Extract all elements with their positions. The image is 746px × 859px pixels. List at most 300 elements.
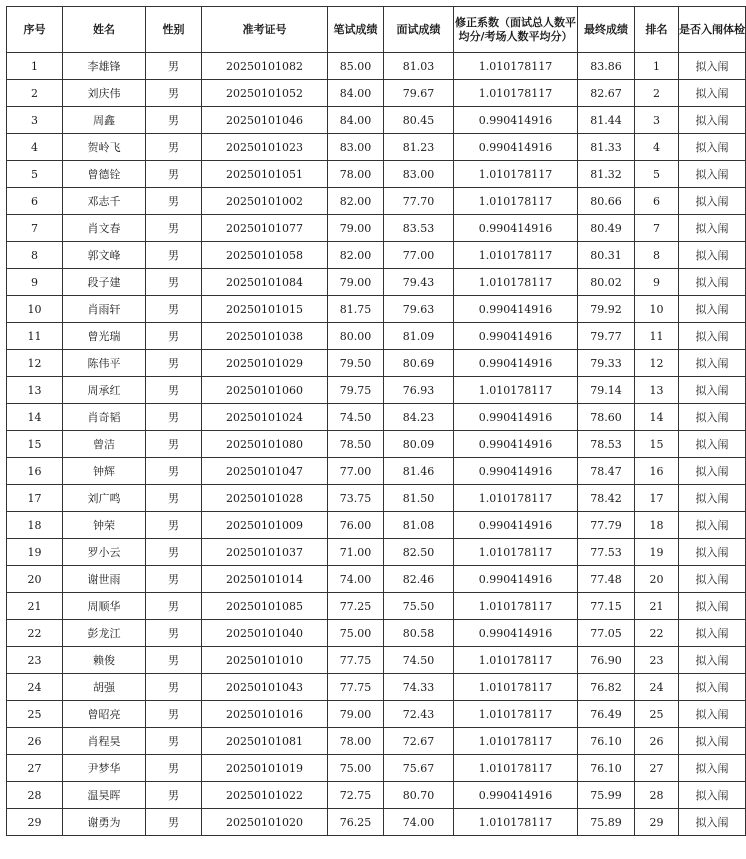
cell-written-score: 77.75 (328, 647, 384, 674)
cell-name: 邓志千 (63, 188, 146, 215)
cell-correction-factor: 1.010178117 (454, 593, 578, 620)
cell-rank: 22 (635, 620, 679, 647)
cell-written-score: 79.00 (328, 269, 384, 296)
col-header-interview-score: 面试成绩 (384, 7, 454, 53)
table-row (7, 728, 746, 755)
cell-final-score: 76.82 (578, 674, 635, 701)
cell-exam-id: 20250101080 (202, 431, 328, 458)
cell-final-score: 79.92 (578, 296, 635, 323)
cell-index: 29 (7, 809, 63, 836)
cell-correction-factor: 1.010178117 (454, 161, 578, 188)
cell-rank: 14 (635, 404, 679, 431)
cell-index: 27 (7, 755, 63, 782)
col-header-correction-factor: 修正系数（面试总人数平均分/考场人数平均分） (454, 7, 578, 53)
cell-rank: 18 (635, 512, 679, 539)
cell-written-score: 84.00 (328, 107, 384, 134)
cell-final-score: 78.53 (578, 431, 635, 458)
cell-final-score: 77.53 (578, 539, 635, 566)
cell-gender: 男 (146, 350, 202, 377)
cell-exam-id: 20250101002 (202, 188, 328, 215)
cell-written-score: 75.00 (328, 755, 384, 782)
cell-name: 肖文春 (63, 215, 146, 242)
cell-rank: 12 (635, 350, 679, 377)
cell-correction-factor: 0.990414916 (454, 566, 578, 593)
cell-written-score: 78.00 (328, 161, 384, 188)
cell-gender: 男 (146, 674, 202, 701)
cell-written-score: 74.50 (328, 404, 384, 431)
cell-exam-id: 20250101051 (202, 161, 328, 188)
cell-checkup-status: 拟入闱 (679, 674, 746, 701)
cell-rank: 11 (635, 323, 679, 350)
cell-index: 1 (7, 53, 63, 80)
cell-index: 13 (7, 377, 63, 404)
cell-correction-factor: 1.010178117 (454, 647, 578, 674)
cell-rank: 26 (635, 728, 679, 755)
cell-written-score: 75.00 (328, 620, 384, 647)
cell-gender: 男 (146, 728, 202, 755)
cell-checkup-status: 拟入闱 (679, 53, 746, 80)
col-header-exam-id: 准考证号 (202, 7, 328, 53)
cell-final-score: 79.77 (578, 323, 635, 350)
cell-rank: 13 (635, 377, 679, 404)
cell-interview-score: 81.50 (384, 485, 454, 512)
cell-exam-id: 20250101037 (202, 539, 328, 566)
cell-checkup-status: 拟入闱 (679, 134, 746, 161)
cell-rank: 27 (635, 755, 679, 782)
table-row (7, 701, 746, 728)
cell-final-score: 82.67 (578, 80, 635, 107)
table-row (7, 458, 746, 485)
cell-gender: 男 (146, 701, 202, 728)
cell-index: 18 (7, 512, 63, 539)
cell-written-score: 77.25 (328, 593, 384, 620)
table-row (7, 107, 746, 134)
cell-exam-id: 20250101040 (202, 620, 328, 647)
cell-gender: 男 (146, 620, 202, 647)
cell-gender: 男 (146, 755, 202, 782)
cell-index: 8 (7, 242, 63, 269)
cell-checkup-status: 拟入闱 (679, 593, 746, 620)
cell-interview-score: 74.50 (384, 647, 454, 674)
cell-checkup-status: 拟入闱 (679, 323, 746, 350)
cell-interview-score: 81.46 (384, 458, 454, 485)
cell-gender: 男 (146, 647, 202, 674)
cell-rank: 25 (635, 701, 679, 728)
cell-final-score: 77.05 (578, 620, 635, 647)
cell-name: 胡强 (63, 674, 146, 701)
cell-name: 郭文峰 (63, 242, 146, 269)
cell-name: 曾洁 (63, 431, 146, 458)
cell-checkup-status: 拟入闱 (679, 458, 746, 485)
cell-exam-id: 20250101020 (202, 809, 328, 836)
cell-written-score: 76.00 (328, 512, 384, 539)
results-sheet (6, 6, 746, 836)
cell-interview-score: 81.03 (384, 53, 454, 80)
cell-interview-score: 83.53 (384, 215, 454, 242)
table-row (7, 566, 746, 593)
cell-exam-id: 20250101060 (202, 377, 328, 404)
cell-gender: 男 (146, 485, 202, 512)
cell-interview-score: 75.67 (384, 755, 454, 782)
cell-name: 谢世雨 (63, 566, 146, 593)
cell-exam-id: 20250101028 (202, 485, 328, 512)
cell-exam-id: 20250101016 (202, 701, 328, 728)
cell-exam-id: 20250101022 (202, 782, 328, 809)
cell-correction-factor: 0.990414916 (454, 620, 578, 647)
cell-correction-factor: 1.010178117 (454, 809, 578, 836)
cell-written-score: 77.00 (328, 458, 384, 485)
cell-rank: 17 (635, 485, 679, 512)
cell-gender: 男 (146, 215, 202, 242)
cell-name: 肖奇韬 (63, 404, 146, 431)
cell-name: 赖俊 (63, 647, 146, 674)
cell-name: 曾昭亮 (63, 701, 146, 728)
cell-rank: 15 (635, 431, 679, 458)
cell-rank: 23 (635, 647, 679, 674)
cell-interview-score: 80.58 (384, 620, 454, 647)
cell-written-score: 71.00 (328, 539, 384, 566)
table-row (7, 674, 746, 701)
cell-rank: 8 (635, 242, 679, 269)
cell-written-score: 78.50 (328, 431, 384, 458)
cell-correction-factor: 0.990414916 (454, 431, 578, 458)
cell-final-score: 80.49 (578, 215, 635, 242)
table-row (7, 539, 746, 566)
cell-written-score: 81.75 (328, 296, 384, 323)
cell-written-score: 79.00 (328, 701, 384, 728)
cell-interview-score: 79.43 (384, 269, 454, 296)
cell-correction-factor: 0.990414916 (454, 107, 578, 134)
cell-correction-factor: 1.010178117 (454, 539, 578, 566)
table-row (7, 755, 746, 782)
cell-index: 17 (7, 485, 63, 512)
cell-written-score: 82.00 (328, 188, 384, 215)
cell-checkup-status: 拟入闱 (679, 620, 746, 647)
table-row (7, 512, 746, 539)
cell-checkup-status: 拟入闱 (679, 485, 746, 512)
cell-name: 钟荣 (63, 512, 146, 539)
cell-interview-score: 81.23 (384, 134, 454, 161)
cell-exam-id: 20250101010 (202, 647, 328, 674)
cell-rank: 10 (635, 296, 679, 323)
cell-gender: 男 (146, 134, 202, 161)
cell-index: 3 (7, 107, 63, 134)
cell-index: 4 (7, 134, 63, 161)
cell-correction-factor: 0.990414916 (454, 323, 578, 350)
cell-rank: 1 (635, 53, 679, 80)
table-row (7, 809, 746, 836)
cell-final-score: 80.31 (578, 242, 635, 269)
cell-final-score: 77.79 (578, 512, 635, 539)
cell-rank: 20 (635, 566, 679, 593)
cell-name: 尹梦华 (63, 755, 146, 782)
cell-name: 周承红 (63, 377, 146, 404)
cell-written-score: 76.25 (328, 809, 384, 836)
cell-checkup-status: 拟入闱 (679, 377, 746, 404)
cell-written-score: 80.00 (328, 323, 384, 350)
cell-index: 26 (7, 728, 63, 755)
cell-written-score: 74.00 (328, 566, 384, 593)
table-row (7, 215, 746, 242)
cell-interview-score: 79.67 (384, 80, 454, 107)
cell-interview-score: 81.09 (384, 323, 454, 350)
table-row (7, 782, 746, 809)
col-header-final-score: 最终成绩 (578, 7, 635, 53)
cell-exam-id: 20250101014 (202, 566, 328, 593)
cell-interview-score: 75.50 (384, 593, 454, 620)
cell-exam-id: 20250101046 (202, 107, 328, 134)
cell-final-score: 79.33 (578, 350, 635, 377)
cell-gender: 男 (146, 53, 202, 80)
cell-name: 贺岭飞 (63, 134, 146, 161)
cell-name: 曾德铨 (63, 161, 146, 188)
cell-exam-id: 20250101019 (202, 755, 328, 782)
cell-interview-score: 80.69 (384, 350, 454, 377)
cell-correction-factor: 1.010178117 (454, 728, 578, 755)
cell-gender: 男 (146, 431, 202, 458)
cell-written-score: 78.00 (328, 728, 384, 755)
cell-checkup-status: 拟入闱 (679, 431, 746, 458)
cell-index: 28 (7, 782, 63, 809)
cell-exam-id: 20250101052 (202, 80, 328, 107)
cell-checkup-status: 拟入闱 (679, 782, 746, 809)
cell-correction-factor: 1.010178117 (454, 377, 578, 404)
cell-name: 谢勇为 (63, 809, 146, 836)
cell-interview-score: 72.43 (384, 701, 454, 728)
cell-index: 19 (7, 539, 63, 566)
cell-correction-factor: 0.990414916 (454, 215, 578, 242)
cell-final-score: 81.32 (578, 161, 635, 188)
cell-interview-score: 83.00 (384, 161, 454, 188)
table-row (7, 80, 746, 107)
cell-final-score: 81.44 (578, 107, 635, 134)
cell-name: 李雄锋 (63, 53, 146, 80)
cell-correction-factor: 1.010178117 (454, 485, 578, 512)
cell-index: 5 (7, 161, 63, 188)
cell-final-score: 83.86 (578, 53, 635, 80)
cell-gender: 男 (146, 593, 202, 620)
cell-gender: 男 (146, 566, 202, 593)
cell-written-score: 77.75 (328, 674, 384, 701)
cell-written-score: 84.00 (328, 80, 384, 107)
cell-checkup-status: 拟入闱 (679, 296, 746, 323)
cell-index: 11 (7, 323, 63, 350)
cell-exam-id: 20250101029 (202, 350, 328, 377)
cell-final-score: 80.02 (578, 269, 635, 296)
cell-final-score: 76.90 (578, 647, 635, 674)
cell-correction-factor: 0.990414916 (454, 350, 578, 377)
cell-rank: 16 (635, 458, 679, 485)
cell-name: 周顺华 (63, 593, 146, 620)
cell-rank: 7 (635, 215, 679, 242)
table-row (7, 53, 746, 80)
cell-rank: 2 (635, 80, 679, 107)
cell-interview-score: 80.09 (384, 431, 454, 458)
cell-name: 刘庆伟 (63, 80, 146, 107)
cell-gender: 男 (146, 458, 202, 485)
table-row (7, 647, 746, 674)
cell-interview-score: 79.63 (384, 296, 454, 323)
cell-index: 14 (7, 404, 63, 431)
cell-interview-score: 76.93 (384, 377, 454, 404)
cell-interview-score: 74.33 (384, 674, 454, 701)
cell-interview-score: 82.50 (384, 539, 454, 566)
cell-checkup-status: 拟入闱 (679, 80, 746, 107)
cell-rank: 3 (635, 107, 679, 134)
header-row (7, 7, 746, 53)
table-row (7, 404, 746, 431)
cell-final-score: 78.42 (578, 485, 635, 512)
cell-correction-factor: 0.990414916 (454, 458, 578, 485)
table-row (7, 377, 746, 404)
cell-exam-id: 20250101085 (202, 593, 328, 620)
cell-correction-factor: 1.010178117 (454, 755, 578, 782)
cell-interview-score: 72.67 (384, 728, 454, 755)
cell-index: 24 (7, 674, 63, 701)
cell-interview-score: 84.23 (384, 404, 454, 431)
table-row (7, 593, 746, 620)
cell-name: 肖雨轩 (63, 296, 146, 323)
cell-checkup-status: 拟入闱 (679, 404, 746, 431)
cell-rank: 28 (635, 782, 679, 809)
cell-rank: 6 (635, 188, 679, 215)
table-body (7, 53, 746, 836)
cell-correction-factor: 1.010178117 (454, 53, 578, 80)
cell-exam-id: 20250101038 (202, 323, 328, 350)
table-row (7, 485, 746, 512)
cell-final-score: 77.15 (578, 593, 635, 620)
cell-correction-factor: 0.990414916 (454, 134, 578, 161)
cell-checkup-status: 拟入闱 (679, 728, 746, 755)
cell-exam-id: 20250101023 (202, 134, 328, 161)
cell-checkup-status: 拟入闱 (679, 188, 746, 215)
cell-exam-id: 20250101015 (202, 296, 328, 323)
table-row (7, 323, 746, 350)
cell-correction-factor: 1.010178117 (454, 269, 578, 296)
cell-final-score: 75.99 (578, 782, 635, 809)
table-row (7, 134, 746, 161)
cell-rank: 9 (635, 269, 679, 296)
cell-final-score: 75.89 (578, 809, 635, 836)
cell-final-score: 76.10 (578, 728, 635, 755)
cell-rank: 5 (635, 161, 679, 188)
col-header-written-score: 笔试成绩 (328, 7, 384, 53)
cell-written-score: 82.00 (328, 242, 384, 269)
table-row (7, 296, 746, 323)
cell-gender: 男 (146, 809, 202, 836)
cell-checkup-status: 拟入闱 (679, 566, 746, 593)
cell-interview-score: 81.08 (384, 512, 454, 539)
cell-index: 15 (7, 431, 63, 458)
cell-interview-score: 82.46 (384, 566, 454, 593)
cell-gender: 男 (146, 80, 202, 107)
cell-gender: 男 (146, 539, 202, 566)
cell-index: 21 (7, 593, 63, 620)
cell-rank: 4 (635, 134, 679, 161)
cell-checkup-status: 拟入闱 (679, 512, 746, 539)
cell-checkup-status: 拟入闱 (679, 107, 746, 134)
cell-gender: 男 (146, 296, 202, 323)
cell-interview-score: 80.45 (384, 107, 454, 134)
cell-written-score: 73.75 (328, 485, 384, 512)
cell-gender: 男 (146, 107, 202, 134)
cell-index: 16 (7, 458, 63, 485)
cell-final-score: 76.10 (578, 755, 635, 782)
cell-gender: 男 (146, 269, 202, 296)
cell-checkup-status: 拟入闱 (679, 269, 746, 296)
cell-checkup-status: 拟入闱 (679, 215, 746, 242)
col-header-checkup-status: 是否入闱体检 (679, 7, 746, 53)
cell-final-score: 80.66 (578, 188, 635, 215)
cell-index: 25 (7, 701, 63, 728)
cell-checkup-status: 拟入闱 (679, 701, 746, 728)
cell-exam-id: 20250101084 (202, 269, 328, 296)
cell-exam-id: 20250101043 (202, 674, 328, 701)
cell-exam-id: 20250101009 (202, 512, 328, 539)
cell-checkup-status: 拟入闱 (679, 242, 746, 269)
cell-name: 曾光瑞 (63, 323, 146, 350)
cell-gender: 男 (146, 377, 202, 404)
cell-name: 彭龙江 (63, 620, 146, 647)
cell-correction-factor: 0.990414916 (454, 512, 578, 539)
cell-interview-score: 77.00 (384, 242, 454, 269)
cell-name: 周鑫 (63, 107, 146, 134)
cell-index: 20 (7, 566, 63, 593)
cell-index: 9 (7, 269, 63, 296)
cell-final-score: 78.60 (578, 404, 635, 431)
cell-correction-factor: 1.010178117 (454, 242, 578, 269)
cell-index: 22 (7, 620, 63, 647)
cell-correction-factor: 0.990414916 (454, 404, 578, 431)
cell-written-score: 79.75 (328, 377, 384, 404)
cell-correction-factor: 0.990414916 (454, 296, 578, 323)
cell-gender: 男 (146, 782, 202, 809)
cell-checkup-status: 拟入闱 (679, 755, 746, 782)
cell-name: 段子建 (63, 269, 146, 296)
cell-exam-id: 20250101058 (202, 242, 328, 269)
cell-name: 陈伟平 (63, 350, 146, 377)
cell-gender: 男 (146, 161, 202, 188)
cell-name: 罗小云 (63, 539, 146, 566)
table-row (7, 620, 746, 647)
col-header-index: 序号 (7, 7, 63, 53)
cell-index: 7 (7, 215, 63, 242)
cell-exam-id: 20250101081 (202, 728, 328, 755)
cell-name: 肖程昊 (63, 728, 146, 755)
cell-index: 10 (7, 296, 63, 323)
cell-name: 钟辉 (63, 458, 146, 485)
cell-written-score: 85.00 (328, 53, 384, 80)
cell-final-score: 78.47 (578, 458, 635, 485)
cell-gender: 男 (146, 404, 202, 431)
table-row (7, 350, 746, 377)
cell-interview-score: 80.70 (384, 782, 454, 809)
col-header-name: 姓名 (63, 7, 146, 53)
cell-written-score: 79.00 (328, 215, 384, 242)
cell-final-score: 81.33 (578, 134, 635, 161)
cell-name: 刘广鸣 (63, 485, 146, 512)
cell-written-score: 72.75 (328, 782, 384, 809)
cell-exam-id: 20250101077 (202, 215, 328, 242)
cell-interview-score: 77.70 (384, 188, 454, 215)
cell-checkup-status: 拟入闱 (679, 350, 746, 377)
cell-index: 23 (7, 647, 63, 674)
cell-correction-factor: 1.010178117 (454, 674, 578, 701)
cell-gender: 男 (146, 188, 202, 215)
cell-rank: 29 (635, 809, 679, 836)
cell-rank: 21 (635, 593, 679, 620)
cell-interview-score: 74.00 (384, 809, 454, 836)
